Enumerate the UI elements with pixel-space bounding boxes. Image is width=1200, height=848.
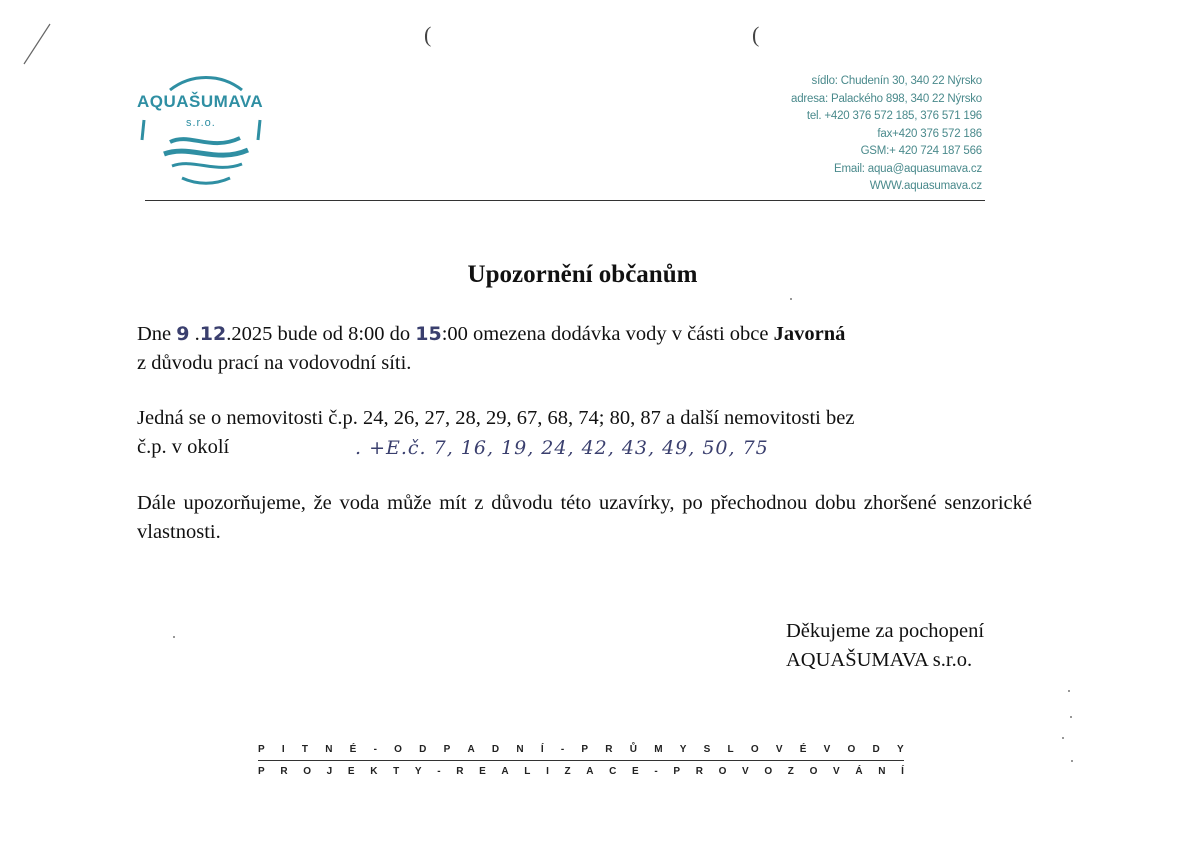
footer-letter: E bbox=[347, 766, 355, 777]
footer-letter: Á bbox=[855, 766, 863, 777]
footer-line-2 bbox=[258, 766, 904, 777]
footer-line-1 bbox=[258, 744, 904, 755]
scan-dot bbox=[173, 636, 175, 638]
notice-title: Upozornění občanům bbox=[467, 261, 698, 288]
footer-letter: É bbox=[799, 744, 807, 755]
footer-letter: O bbox=[303, 766, 311, 777]
footer-letter: P bbox=[443, 744, 451, 755]
contact-email: Email: aqua@aquasumava.cz bbox=[834, 162, 982, 175]
contact-phone: tel. +420 376 572 185, 376 571 196 bbox=[806, 110, 982, 122]
footer-letter: R bbox=[695, 766, 703, 777]
footer-letter: R bbox=[605, 744, 613, 755]
footer-letter: O bbox=[764, 766, 773, 777]
footer-letter: D bbox=[491, 744, 500, 755]
p2-text-a: Jedná se o nemovitosti č.p. 24, 26, 27, 28, 29, 67, 68, 74; 80, 87 a další nemovitosti bez bbox=[137, 407, 855, 429]
p1-place: Javorná bbox=[773, 323, 846, 345]
footer-letter: V bbox=[775, 744, 783, 755]
contact-fax: fax+420 376 572 186 bbox=[877, 127, 982, 140]
footer-letter: L bbox=[524, 766, 531, 777]
footer-letter: K bbox=[370, 766, 378, 777]
p1-text-a: Dne bbox=[137, 323, 177, 345]
footer-letter: D bbox=[419, 744, 427, 755]
footer-letter: J bbox=[326, 766, 333, 777]
scan-dot bbox=[1071, 760, 1073, 762]
logo-suffix: s.r.o. bbox=[186, 117, 216, 129]
scan-dot bbox=[1062, 737, 1064, 739]
contact-gsm: GSM:+ 420 724 187 566 bbox=[860, 145, 982, 157]
footer-letter: T bbox=[393, 766, 400, 777]
footer-letter: O bbox=[394, 744, 402, 755]
footer-letter: R bbox=[456, 766, 464, 777]
footer-letter: I bbox=[281, 744, 285, 755]
signature-line: AQUAŠUMAVA s.r.o. bbox=[786, 649, 973, 671]
footer-letter: A bbox=[467, 744, 475, 755]
footer-letter: L bbox=[727, 744, 734, 755]
contact-web: WWW.aquasumava.cz bbox=[869, 180, 982, 192]
footer-letter: Y bbox=[896, 744, 904, 755]
footer-letter: M bbox=[654, 744, 663, 755]
scan-dot bbox=[790, 298, 792, 300]
footer-letter: - bbox=[654, 766, 658, 777]
footer-letter: - bbox=[373, 744, 377, 755]
footer-letter: N bbox=[325, 744, 333, 755]
p1-text-e: z důvodu prací na vodovodní síti. bbox=[137, 352, 412, 374]
footer-letter: É bbox=[349, 744, 357, 755]
footer-letter: C bbox=[609, 766, 617, 777]
p1-text-d: :00 omezena dodávka vody v části obce bbox=[441, 323, 774, 345]
p1-month: 12 bbox=[199, 323, 227, 345]
scan-mark-paren-right: ( bbox=[752, 22, 760, 47]
footer-letter: V bbox=[742, 766, 749, 777]
thanks-line: Děkujeme za pochopení bbox=[786, 620, 985, 642]
contact-address: adresa: Palackého 898, 340 22 Nýrsko bbox=[791, 92, 982, 105]
p1-text-c: .2025 bude od 8:00 do bbox=[226, 323, 416, 345]
footer-letter: P bbox=[673, 766, 681, 777]
footer-divider bbox=[258, 760, 904, 761]
footer-letter: V bbox=[823, 744, 831, 755]
scan-mark-paren-left: ( bbox=[424, 22, 432, 47]
footer-letter: A bbox=[501, 766, 509, 777]
footer-letter: P bbox=[581, 744, 589, 755]
footer-letter: O bbox=[809, 766, 818, 777]
contact-block bbox=[791, 73, 982, 196]
footer-letter: T bbox=[301, 744, 308, 755]
footer-letter: O bbox=[847, 744, 856, 755]
logo-name: AQUAŠUMAVA bbox=[137, 92, 264, 111]
footer-letter: Z bbox=[564, 766, 571, 777]
footer-letter: Z bbox=[787, 766, 794, 777]
notice-paragraph-1 bbox=[137, 320, 1032, 378]
footer-letter: P bbox=[258, 766, 265, 777]
p1-day: 9 bbox=[176, 323, 190, 345]
footer-letter: S bbox=[703, 744, 711, 755]
scan-mark-slash bbox=[20, 20, 60, 70]
footer-letter: Y bbox=[414, 766, 422, 777]
footer-letter: A bbox=[586, 766, 594, 777]
footer-letter: V bbox=[833, 766, 840, 777]
footer-letter: Ů bbox=[629, 744, 637, 755]
footer-letter: N bbox=[878, 766, 886, 777]
p1-hour: 15 bbox=[415, 323, 442, 345]
footer-letter: - bbox=[560, 744, 565, 755]
footer-letter: N bbox=[516, 744, 524, 755]
footer-letter: I bbox=[546, 766, 549, 777]
scan-dot bbox=[1070, 716, 1072, 718]
footer-letter: Y bbox=[679, 744, 687, 755]
footer-letter: - bbox=[437, 766, 441, 777]
header-divider bbox=[145, 200, 985, 201]
handwritten-note: . +E.č. 7, 16, 19, 24, 42, 43, 49, 50, 75 bbox=[355, 437, 769, 459]
footer-letter: P bbox=[258, 744, 265, 755]
p1-text-b: . bbox=[189, 323, 200, 345]
p2-text-b: č.p. v okolí bbox=[137, 436, 230, 458]
footer-letter: O bbox=[750, 744, 759, 755]
footer-letter: O bbox=[718, 766, 727, 777]
footer-letter: E bbox=[632, 766, 639, 777]
footer-letter: Í bbox=[540, 744, 544, 755]
footer-letter: D bbox=[872, 744, 880, 755]
contact-seat: sídlo: Chudenín 30, 340 22 Nýrsko bbox=[811, 75, 982, 87]
footer-letter: Í bbox=[901, 766, 904, 777]
closing bbox=[786, 617, 984, 675]
scan-dot bbox=[1068, 690, 1070, 692]
footer-letter: R bbox=[280, 766, 288, 777]
footer-letter: E bbox=[479, 766, 486, 777]
notice-paragraph-3: Dále upozorňujeme, že voda může mít z důvodu této uzavírky, po přechodnou dobu zhoršené senzorické vlastnosti. bbox=[137, 492, 1032, 543]
